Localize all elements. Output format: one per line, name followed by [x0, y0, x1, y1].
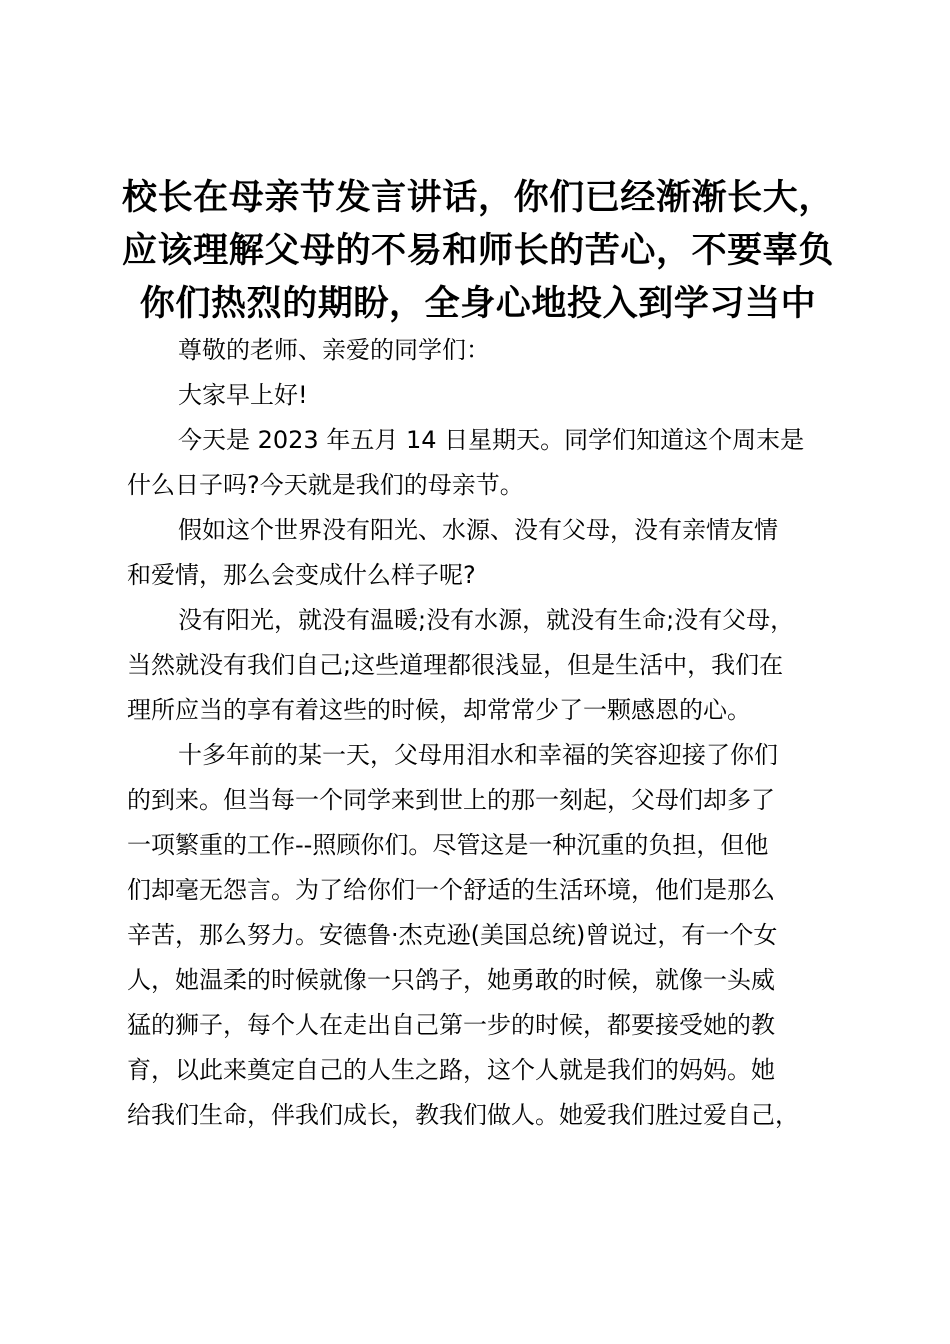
paragraph-line: 辛苦，那么努力。安德鲁·杰克逊(美国总统)曾说过，有一个女 — [127, 921, 778, 949]
paragraph-line: 们却毫无怨言。为了给你们一个舒适的生活环境，他们是那么 — [127, 876, 775, 904]
paragraph-line: 人，她温柔的时候就像一只鸽子，她勇敢的时候，就像一头威 — [127, 966, 775, 994]
title-line: 你们热烈的期盼，全身心地投入到学习当中 — [139, 284, 817, 324]
paragraph-line: 假如这个世界没有阳光、水源、没有父母，没有亲情友情 — [178, 516, 778, 544]
paragraph-line: 没有阳光，就没有温暖;没有水源，就没有生命;没有父母， — [178, 606, 795, 634]
title-line: 校长在母亲节发言讲话，你们已经渐渐长大， — [121, 178, 834, 218]
paragraph-line: 理所应当的享有着这些的时候，却常常少了一颗感恩的心。 — [127, 696, 751, 724]
paragraph-line: 今天是 2023 年五月 14 日星期天。同学们知道这个周末是 — [178, 426, 805, 454]
paragraph-line: 育，以此来奠定自己的人生之路，这个人就是我们的妈妈。她 — [127, 1056, 775, 1084]
paragraph-line: 和爱情，那么会变成什么样子呢? — [127, 561, 476, 589]
paragraph-line: 当然就没有我们自己;这些道理都很浅显，但是生活中，我们在 — [127, 651, 784, 679]
document-title — [118, 172, 838, 331]
greeting: 大家早上好! — [178, 381, 308, 409]
paragraph-line: 十多年前的某一天，父母用泪水和幸福的笑容迎接了你们 — [178, 741, 778, 769]
title-line: 应该理解父母的不易和师长的苦心，不要辜负 — [121, 231, 834, 271]
paragraph-line: 的到来。但当每一个同学来到世上的那一刻起，父母们却多了 — [127, 786, 775, 814]
paragraph-line: 猛的狮子，每个人在走出自己第一步的时候，都要接受她的教 — [127, 1011, 775, 1039]
document-body — [127, 328, 832, 1138]
salutation: 尊敬的老师、亲爱的同学们： — [178, 336, 490, 364]
paragraph-line: 一项繁重的工作--照顾你们。尽管这是一种沉重的负担，但他 — [127, 831, 769, 859]
paragraph-line: 什么日子吗?今天就是我们的母亲节。 — [127, 471, 524, 499]
paragraph-line: 给我们生命，伴我们成长，教我们做人。她爱我们胜过爱自己， — [127, 1101, 799, 1129]
